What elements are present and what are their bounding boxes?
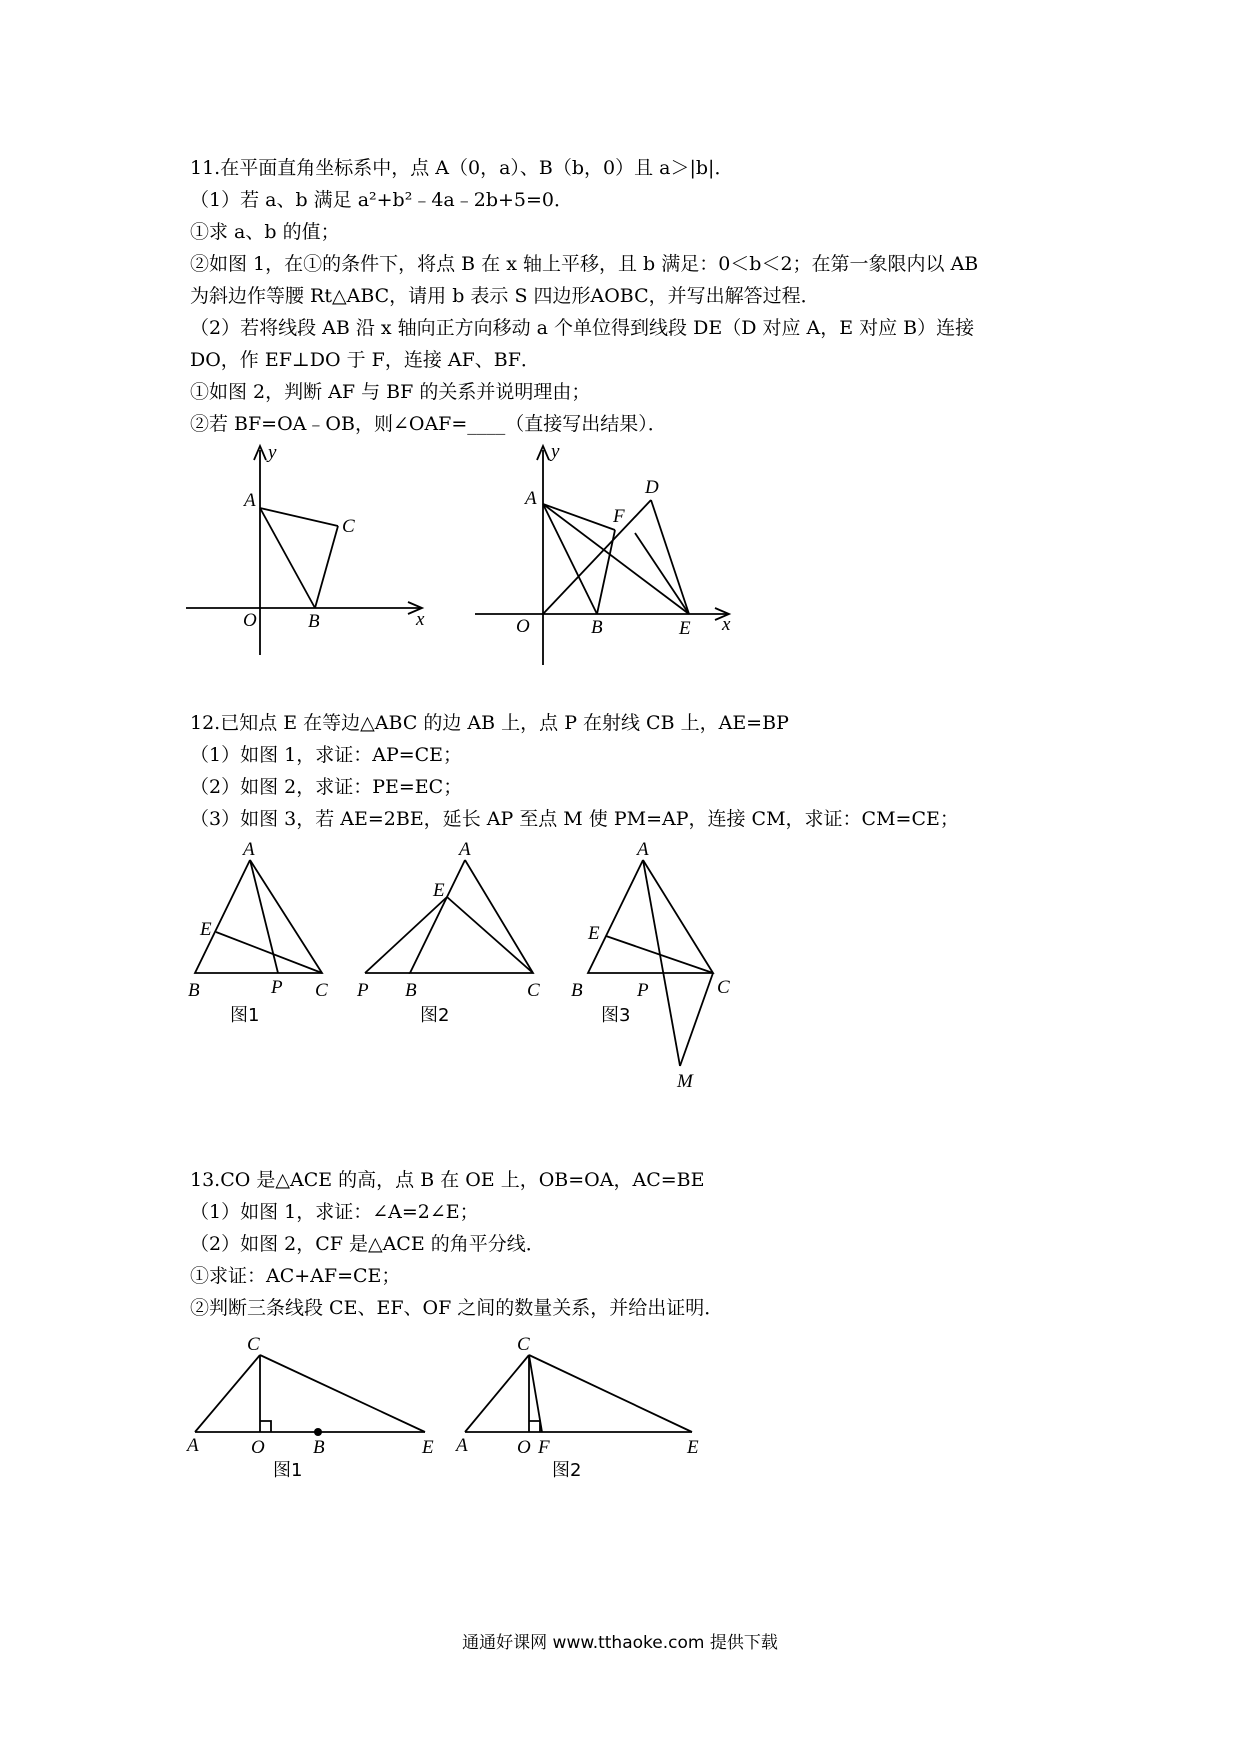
caption: 图2 [420, 1005, 450, 1026]
segment-de [635, 533, 689, 614]
q12-figure-3 [565, 840, 745, 1090]
q11-figure-2 [465, 440, 745, 675]
label-a: A [187, 1435, 199, 1456]
label-c: C [315, 980, 328, 1001]
right-angle-mark [529, 1421, 540, 1432]
q13-line-3: （2）如图 2，CF 是△ACE 的角平分线． [190, 1233, 545, 1255]
q13-line-5: ②判断三条线段 CE、EF、OF 之间的数量关系，并给出证明． [190, 1297, 724, 1319]
label-f: F [538, 1437, 550, 1458]
q13-figure-1 [185, 1330, 445, 1480]
q11-line-2: （1）若 a、b 满足 a²+b²﹣4a﹣2b+5=0． [190, 189, 574, 211]
label-e: E [687, 1437, 699, 1458]
label-c: C [717, 977, 730, 998]
label-e: E [200, 919, 212, 940]
label-y: y [268, 442, 277, 463]
label-c: C [342, 516, 355, 537]
segment-ec [606, 936, 713, 973]
q11-line-4: ②如图 1，在①的条件下，将点 B 在 x 轴上平移，且 b 满足：0＜b＜2；在第一象限内以 AB [190, 253, 979, 275]
q11-line-7: DO，作 EF⊥DO 于 F，连接 AF、BF． [190, 349, 540, 371]
label-e: E [679, 618, 691, 639]
segment-ac [465, 1355, 529, 1432]
label-b: B [188, 980, 200, 1001]
label-b: B [405, 980, 417, 1001]
caption: 图1 [230, 1005, 260, 1026]
label-o: O [516, 616, 530, 637]
label-p: P [357, 980, 369, 1001]
triangle-abc [588, 860, 713, 973]
q11-line-6: （2）若将线段 AB 沿 x 轴向正方向移动 a 个单位得到线段 DE（D 对应 A，E 对应 B）连接 [190, 317, 975, 339]
triangle-abc [195, 860, 322, 973]
label-a: A [525, 488, 537, 509]
label-b: B [591, 617, 603, 638]
q13-line-4: ①求证：AC+AF=CE； [190, 1265, 401, 1287]
segment-pe [365, 897, 447, 973]
segment-ce [260, 1355, 425, 1432]
q12-line-4: （3）如图 3，若 AE=2BE，延长 AP 至点 M 使 PM=AP，连接 CM，求证：CM=CE； [190, 808, 959, 830]
label-f: F [613, 506, 625, 527]
q12-line-2: （1）如图 1，求证：AP=CE； [190, 744, 463, 766]
label-p: P [271, 977, 283, 998]
label-c: C [527, 980, 540, 1001]
segment-ce [529, 1355, 692, 1432]
label-o: O [243, 610, 257, 631]
segment-cb [315, 526, 338, 608]
label-x: x [416, 609, 425, 630]
q13-figure-2 [455, 1330, 715, 1480]
q13-line-1: 13.CO 是△ACE 的高，点 B 在 OE 上，OB=OA，AC=BE [190, 1169, 705, 1191]
segment-ab [260, 508, 315, 608]
label-d: D [645, 477, 659, 498]
segment-ap [250, 860, 278, 973]
segment-bf [597, 530, 615, 614]
right-angle-mark [260, 1421, 271, 1432]
q12-figure-1 [185, 840, 345, 1030]
label-e: E [588, 923, 600, 944]
label-b: B [571, 980, 583, 1001]
label-c: C [517, 1334, 530, 1355]
label-e: E [422, 1437, 434, 1458]
label-p: P [637, 980, 649, 1001]
segment-cm [680, 973, 713, 1066]
q11-figure-1 [180, 440, 440, 670]
q12-line-3: （2）如图 2，求证：PE=EC； [190, 776, 463, 798]
caption: 图3 [601, 1005, 631, 1026]
label-a: A [456, 1435, 468, 1456]
q11-line-9: ②若 BF=OA﹣OB，则∠OAF=____（直接写出结果）． [190, 413, 667, 435]
q12-line-1: 12.已知点 E 在等边△ABC 的边 AB 上，点 P 在射线 CB 上，AE=BP [190, 712, 789, 734]
q13-line-2: （1）如图 1，求证：∠A=2∠E； [190, 1201, 479, 1223]
segment-ac [195, 1355, 260, 1432]
label-a: A [244, 490, 256, 511]
segment-ec [447, 897, 533, 973]
footer-download-note: 通通好课网 www.tthaoke.com 提供下载 [462, 1633, 778, 1653]
segment-de-right [651, 500, 689, 614]
label-a: A [637, 839, 649, 860]
label-a: A [459, 839, 471, 860]
label-o: O [251, 1437, 265, 1458]
q12-figure-2 [355, 840, 555, 1030]
caption: 图1 [273, 1460, 303, 1481]
label-c: C [247, 1334, 260, 1355]
q11-line-3: ①求 a、b 的值； [190, 221, 340, 243]
q11-line-8: ①如图 2，判断 AF 与 BF 的关系并说明理由； [190, 381, 591, 403]
label-b: B [313, 1437, 325, 1458]
label-x: x [722, 614, 731, 635]
label-a: A [243, 839, 255, 860]
label-o: O [517, 1437, 531, 1458]
segment-ac [260, 508, 338, 526]
label-y: y [551, 441, 560, 462]
point-b [314, 1428, 322, 1436]
q11-line-1: 11.在平面直角坐标系中，点 A（0，a）、B（b，0）且 a＞|b|． [190, 157, 734, 179]
label-e: E [433, 880, 445, 901]
q11-line-5: 为斜边作等腰 Rt△ABC，请用 b 表示 S 四边形AOBC，并写出解答过程． [190, 285, 820, 307]
caption: 图2 [552, 1460, 582, 1481]
label-m: M [677, 1071, 693, 1092]
label-b: B [308, 611, 320, 632]
